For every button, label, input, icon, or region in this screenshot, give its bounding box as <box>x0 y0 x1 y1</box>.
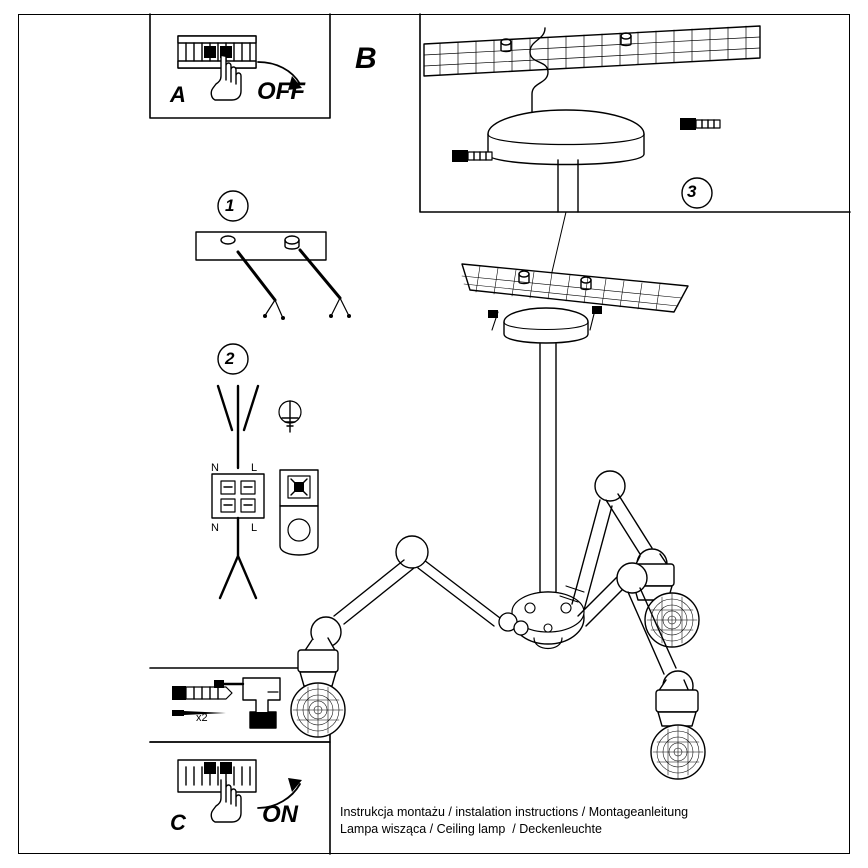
drill-icon <box>214 678 280 728</box>
terminal-l-top-label: L <box>251 462 258 474</box>
terminal-block-icon <box>212 386 264 598</box>
spider-ceiling-lamp-icon <box>291 212 705 779</box>
fuse-box-icon-c <box>178 760 256 792</box>
terminal-n-top-label: N <box>211 462 219 474</box>
switch-on-label: ON <box>262 801 298 828</box>
canopy-icon <box>488 110 644 212</box>
panel-b-label: B <box>355 42 377 75</box>
footer-line-2: Lampa wisząca / Ceiling lamp / Deckenleuchte <box>340 822 602 836</box>
screw-qty-label: x2 <box>196 712 208 724</box>
fuse-box-icon-a <box>178 36 256 68</box>
step-a-label: A <box>170 82 186 107</box>
wall-plug-icon <box>172 686 232 700</box>
footer-caption <box>340 804 688 838</box>
step-2-label: 2 <box>225 349 235 368</box>
earth-ground-icon <box>279 401 301 432</box>
switch-off-label: OFF <box>257 78 305 105</box>
lamp-connector-icon <box>280 470 318 555</box>
step-3-label: 3 <box>687 182 697 201</box>
terminal-l-bottom-label: L <box>251 522 258 534</box>
screw-icon-right-b <box>680 118 720 130</box>
footer-line-1: Instrukcja montażu / instalation instructions / Montageanleitung <box>340 805 689 819</box>
step-1-label: 1 <box>225 196 235 215</box>
step-c-label: C <box>170 810 186 835</box>
screw-icon-left-b <box>452 150 492 162</box>
terminal-n-bottom-label: N <box>211 522 219 534</box>
ceiling-hatch-icon <box>424 26 760 76</box>
